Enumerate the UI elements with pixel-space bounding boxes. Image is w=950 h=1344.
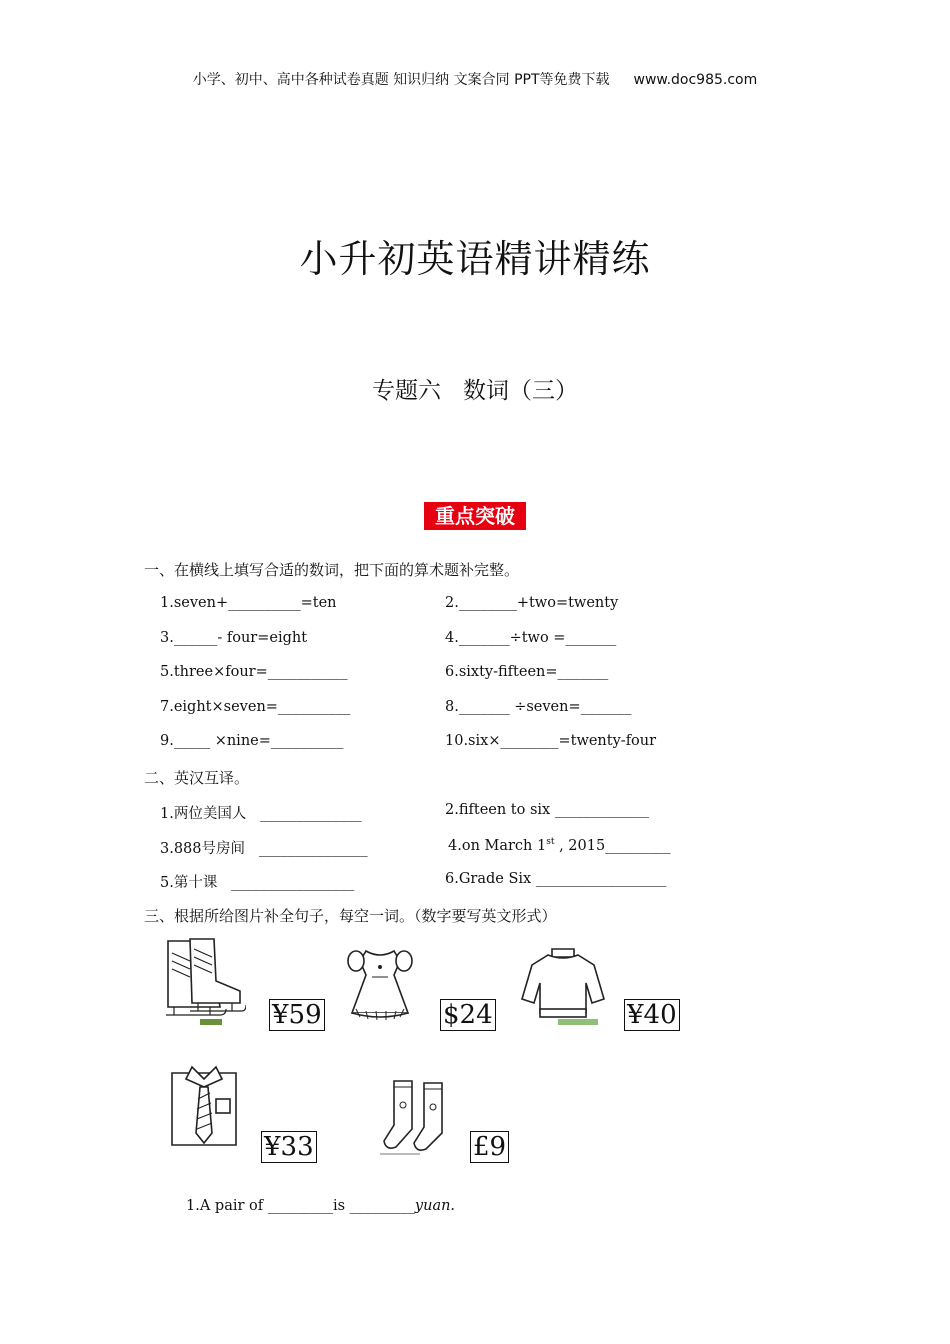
s2-item-4-sup: st <box>546 837 555 847</box>
page-header <box>0 69 950 89</box>
s2-item-4 <box>448 837 670 854</box>
s2-item-4-rest: , 2015_________ <box>554 837 671 854</box>
shirt-tie-icon <box>166 1063 242 1149</box>
s1-item-1: 1.seven+__________=ten <box>160 595 337 611</box>
s1-item-5: 5.three×four=___________ <box>160 664 348 680</box>
s2-item-5: 5.第十课 _________________ <box>160 875 355 891</box>
s1-item-3: 3.______- four=eight <box>160 630 308 646</box>
s1-item-10: 10.six×________=twenty-four <box>445 733 657 749</box>
s2-item-3: 3.888号房间 _______________ <box>160 841 368 857</box>
s1-item-7: 7.eight×seven=__________ <box>160 699 351 715</box>
page-subtitle: 专题六 数词（三） <box>372 378 578 404</box>
section2-heading: 二、英汉互译。 <box>144 769 250 787</box>
price-socks: £9 <box>470 1131 509 1163</box>
s2-item-2: 2.fifteen to six _____________ <box>445 802 650 818</box>
s2-item-1: 1.两位美国人 ______________ <box>160 806 362 822</box>
dress-icon <box>342 945 418 1023</box>
sweater-icon <box>518 943 608 1027</box>
price-dress: $24 <box>440 999 496 1031</box>
page-title: 小升初英语精讲精练 <box>299 237 651 281</box>
s1-item-4: 4._______÷two =_______ <box>445 630 617 646</box>
skates-icon <box>160 935 246 1027</box>
header-site[interactable]: www.doc985.com <box>633 72 758 88</box>
section3-heading: 三、根据所给图片补全句子，每空一词。（数字要写英文形式） <box>144 907 557 925</box>
s1-item-9: 9._____ ×nine=__________ <box>160 733 344 749</box>
s3-question-1-text: 1.A pair of _________is _________ <box>186 1198 415 1214</box>
s2-item-4-text: 4.on March 1 <box>448 837 547 854</box>
s1-item-2: 2.________+two=twenty <box>445 595 619 611</box>
section1-heading: 一、在横线上填写合适的数词，把下面的算术题补完整。 <box>144 561 520 579</box>
price-sweater: ¥40 <box>624 999 680 1031</box>
socks-icon <box>376 1075 452 1157</box>
key-points-badge: 重点突破 <box>424 502 526 530</box>
s1-item-6: 6.sixty-fifteen=_______ <box>445 664 609 680</box>
s3-question-1-unit: yuan. <box>414 1198 456 1214</box>
s1-item-8: 8._______ ÷seven=_______ <box>445 699 632 715</box>
price-shirt: ¥33 <box>261 1131 317 1163</box>
header-text: 小学、初中、高中各种试卷真题 知识归纳 文案合同 PPT等免费下载 <box>192 72 610 88</box>
price-skates: ¥59 <box>269 999 325 1031</box>
s3-question-1 <box>186 1198 455 1214</box>
s2-item-6: 6.Grade Six __________________ <box>445 871 667 887</box>
